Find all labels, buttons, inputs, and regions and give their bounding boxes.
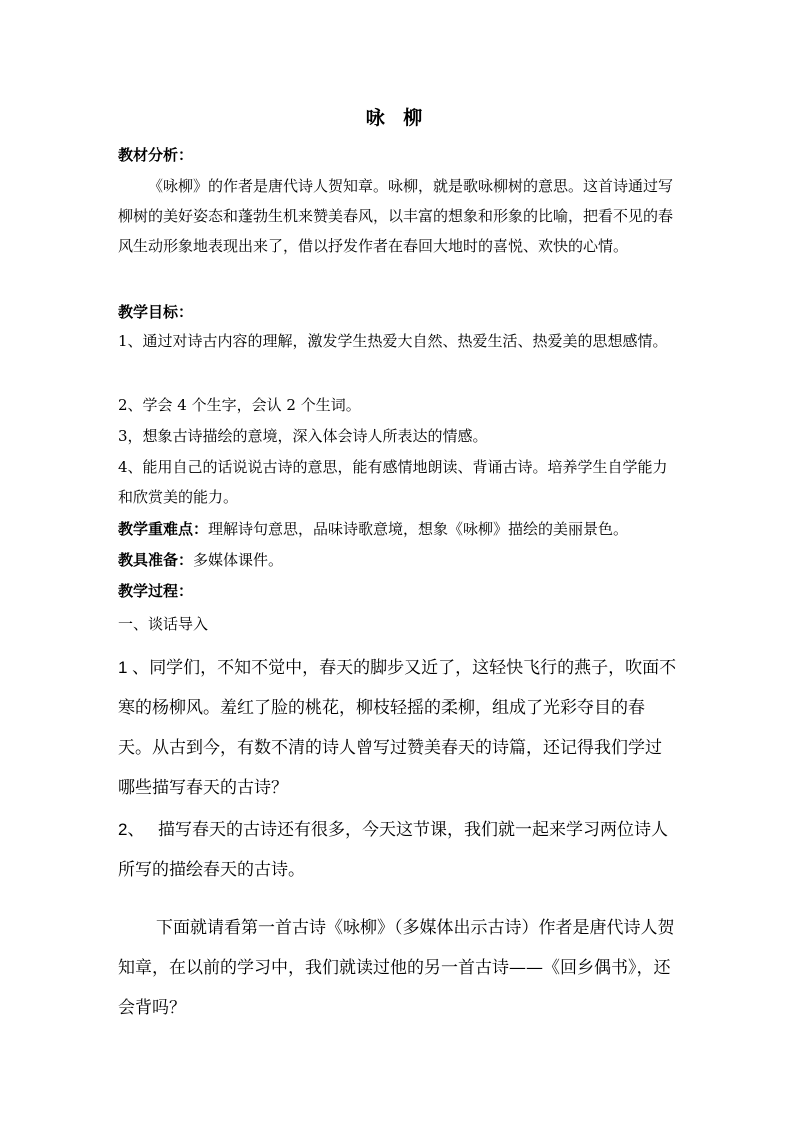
item-number: 1 、	[118, 658, 150, 677]
process-item-2	[118, 810, 678, 890]
goal-item-1: 1、通过对诗古内容的理解，激发学生热爱大自然、热爱生活、热爱美的思想感情。	[118, 332, 668, 350]
key-points-label: 教学重难点：	[118, 520, 209, 538]
tools-label: 教具准备：	[118, 551, 194, 569]
goals-heading: 教学目标：	[118, 303, 194, 321]
key-points-text: 理解诗句意思，品味诗歌意境，想象《咏柳》描绘的美丽景色。	[208, 520, 629, 538]
analysis-heading: 教材分析：	[118, 146, 194, 164]
process-item-2-text: 描写春天的古诗还有很多，今天这节课，我们就一起来学习两位诗人所写的描绘春天的古诗。	[118, 820, 668, 880]
closing-paragraph	[118, 908, 678, 1028]
document-title: 咏 柳	[365, 107, 429, 129]
closing-paragraph-text: 下面就请看第一首古诗《咏柳》（多媒体出示古诗）作者是唐代诗人贺知章，在以前的学习中，我们就读过他的另一首古诗——《回乡偶书》，还会背吗？	[118, 918, 675, 1018]
goal-item-2: 2、学会 4 个生字，会认 2 个生词。	[118, 396, 361, 414]
process-heading: 教学过程：	[118, 582, 194, 600]
item-number: 2、	[118, 820, 145, 839]
tools-line	[118, 545, 678, 575]
goal-item-3: 3，想象古诗描绘的意境，深入体会诗人所表达的情感。	[118, 427, 488, 445]
analysis-paragraph	[118, 171, 678, 261]
goal-item-4: 4、能用自己的话说说古诗的意思，能有感情地朗读、背诵古诗。培养学生自学能力和欣赏美的能力。	[118, 458, 668, 506]
process-item-1-text: 同学们，不知不觉中，春天的脚步又近了，这轻快飞行的燕子，吹面不寒的杨柳风。羞红了脸的桃花，柳枝轻摇的柔柳，组成了光彩夺目的春天。从古到今，有数不清的诗人曾写过赞美春天的诗篇，还记得我们学过哪些描写春天的古诗？	[118, 658, 677, 798]
tools-text: 多媒体课件。	[193, 551, 284, 569]
process-item-1	[118, 648, 678, 808]
analysis-text: 《咏柳》的作者是唐代诗人贺知章。咏柳，就是歌咏柳树的意思。这首诗通过写柳树的美好姿态和蓬勃生机来赞美春风，以丰富的想象和形象的比喻，把看不见的春风生动形象地表现出来了，借以抒发作者在春回大地时的喜悦、欢快的心情。	[118, 177, 674, 255]
key-points-line	[118, 514, 678, 544]
section-heading-1: 一、谈话导入	[118, 615, 209, 633]
